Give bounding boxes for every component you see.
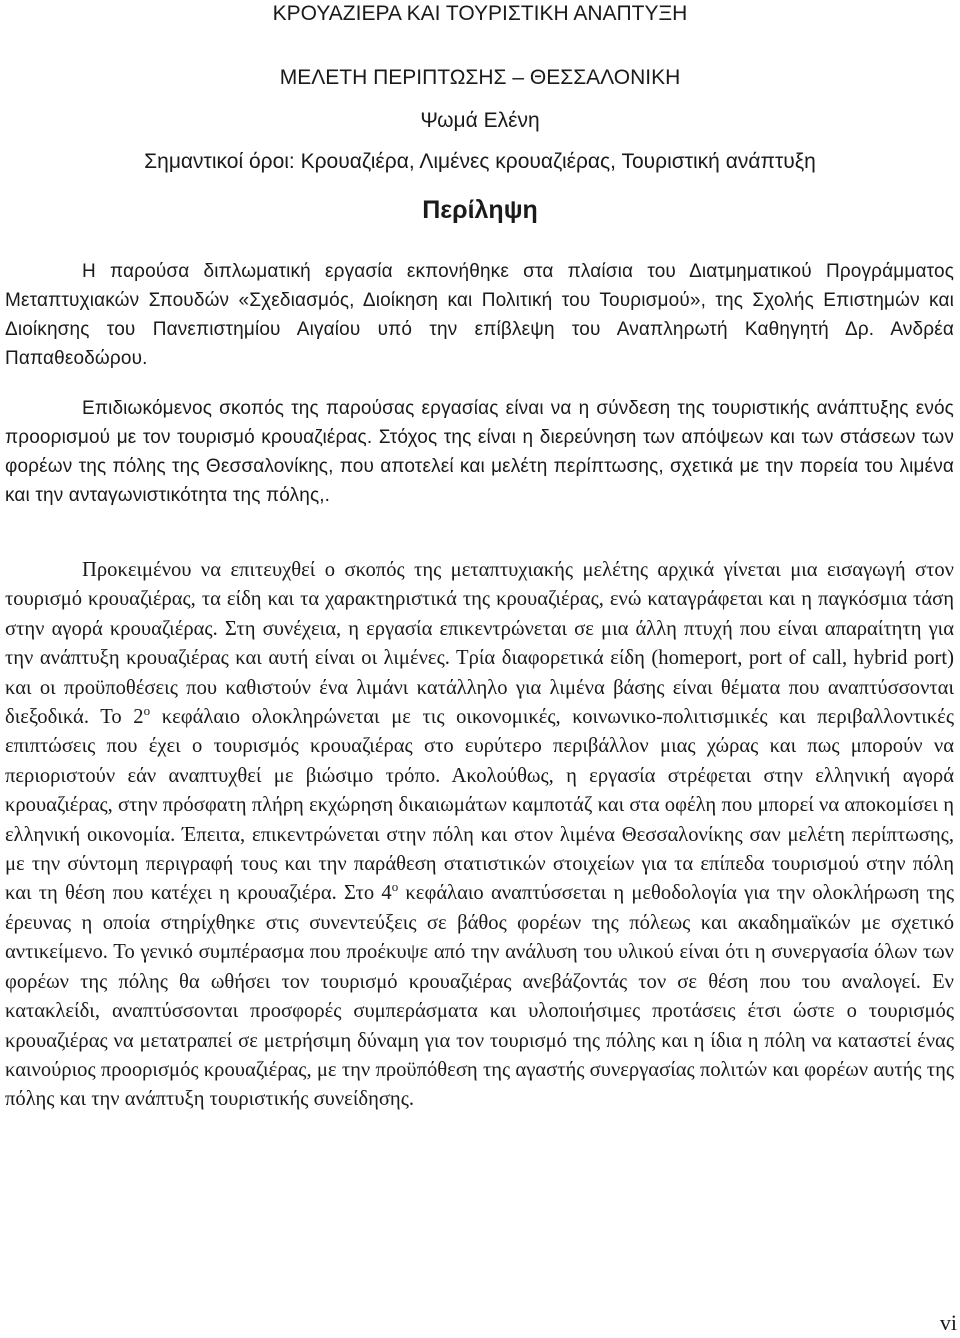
paragraph-3-text-part-1: Προκειμένου να επιτευχθεί ο σκοπός της μεταπτυχιακής μελέτης αρχικά γίνεται μια εισαγωγή στον τουρισμό κρουαζιέρας, τα είδη και τα χαρακτηριστικά της κρουαζιέρας, ενώ καταγράφεται και η παγκόσμια τάση στην αγορά κρουαζιέρας. Στη συνέχεια, η εργασία επικεντρώνεται σε μια άλλη πτυχή που είναι απαραίτητη για την ανάπτυξη κρουαζιέρας και αυτή είναι οι λιμένες. Τρία διαφορετικά είδη (homeport, port of call, hybrid port) και οι προϋποθέσεις που καθιστούν ένα λιμάνι κατάλληλο για λιμένα βάσης είναι θέματα που αναπτύσσονται διεξοδικά. Το 2 [5, 559, 954, 729]
keywords-line: Σημαντικοί όροι: Κρουαζιέρα, Λιμένες κρουαζιέρας, Τουριστική ανάπτυξη [144, 150, 816, 173]
abstract-heading: Περίληψη [422, 196, 538, 224]
document-subtitle: ΜΕΛΕΤΗ ΠΕΡΙΠΤΩΣΗΣ – ΘΕΣΣΑΛΟΝΙΚΗ [279, 66, 681, 89]
author-name: Ψωμά Ελένη [420, 109, 540, 132]
abstract-paragraph-1: Η παρούσα διπλωματική εργασία εκπονήθηκε στα πλαίσια του Διατμηματικού Προγράμματος Μεταπτυχιακών Σπουδών «Σχεδιασμός, Διοίκηση και Πολιτική του Τουρισμού», της Σχολής Επιστημών και Διοίκησης του Πανεπιστημίου Αιγαίου υπό την επίβλεψη του Αναπληρωτή Καθηγητή Δρ. Ανδρέα Παπαθεοδώρου. [5, 261, 954, 369]
page-number: vi [939, 1310, 957, 1335]
paragraph-3-text-part-2: κεφάλαιο ολοκληρώνεται με τις οικονομικές, κοινωνικο-πολιτισμικές και περιβαλλοντικές επιπτώσεις που έχει ο τουρισμός κρουαζιέρας στο ευρύτερο περιβάλλον μιας χώρας και πως μπορούν να περιοριστούν εάν αναπτυχθεί με βιώσιμο τρόπο. Ακολούθως, η εργασία στρέφεται στην ελληνική αγορά κρουαζιέρας, στην πρόσφατη πλήρη εκχώρηση δικαιωμάτων καμποτάζ και στα οφέλη που μπορεί να αποκομίσει η ελληνική οικονομία. Έπειτα, επικεντρώνεται στην πόλη και στον λιμένα Θεσσαλονίκης σαν μελέτη περίπτωσης, με την σύντομη περιγραφή τους και την παράθεση στατιστικών στοιχείων για τα επίπεδα τουρισμού στην πόλη και τη θέση που κατέχει η κρουαζιέρα. Στο 4 [5, 706, 954, 905]
document-title: ΚΡΟΥΑΖΙΕΡΑ ΚΑΙ ΤΟΥΡΙΣΤΙΚΗ ΑΝΑΠΤΥΞΗ [272, 2, 688, 25]
paragraph-3-text-part-3: κεφάλαιο αναπτύσσεται η μεθοδολογία για την ολοκλήρωση της έρευνας η οποία στηρίχθηκε στις συνεντεύξεις σε βάθος φορέων της πόλεως και ακαδημαϊκών με σχετικό αντικείμενο. Το γενικό συμπέρασμα που προέκυψε από την ανάλυση του υλικού είναι ότι η συνεργασία όλων των φορέων της πόλης θα ωθήσει τον τουρισμό κρουαζιέρας ανεβάζοντάς τον σε θέση που του αναλογεί. Εν κατακλείδι, αναπτύσσονται προσφορές συμπεράσματα και υλοποιήσιμες προτάσεις έτσι ώστε ο τουρισμός κρουαζιέρας να μετατραπεί σε μετρήσιμη δύναμη για τον τουρισμό της πόλης και η ίδια η πόλη να καταστεί ένας καινούριος προορισμός κρουαζιέρας, με την προϋπόθεση της αγαστής συνεργασίας πολιτών και φορέων αυτής της πόλης και την ανάπτυξη τουριστικής συνείδησης. [5, 882, 954, 1111]
ordinal-superscript-1: ο [143, 703, 151, 719]
abstract-paragraph-3 [5, 556, 954, 1115]
abstract-paragraph-2: Επιδιωκόμενος σκοπός της παρούσας εργασίας είναι να η σύνδεση της τουριστικής ανάπτυξης ενός προορισμού με τον τουρισμό κρουαζιέρας. Στόχος της είναι η διερεύνηση των απόψεων και των στάσεων των φορέων της πόλης της Θεσσαλονίκης, που αποτελεί και μελέτη περίπτωσης, σχετικά με την πορεία του λιμένα και την ανταγωνιστικότητα της πόλης,. [5, 398, 954, 506]
ordinal-superscript-2: ο [391, 879, 399, 895]
